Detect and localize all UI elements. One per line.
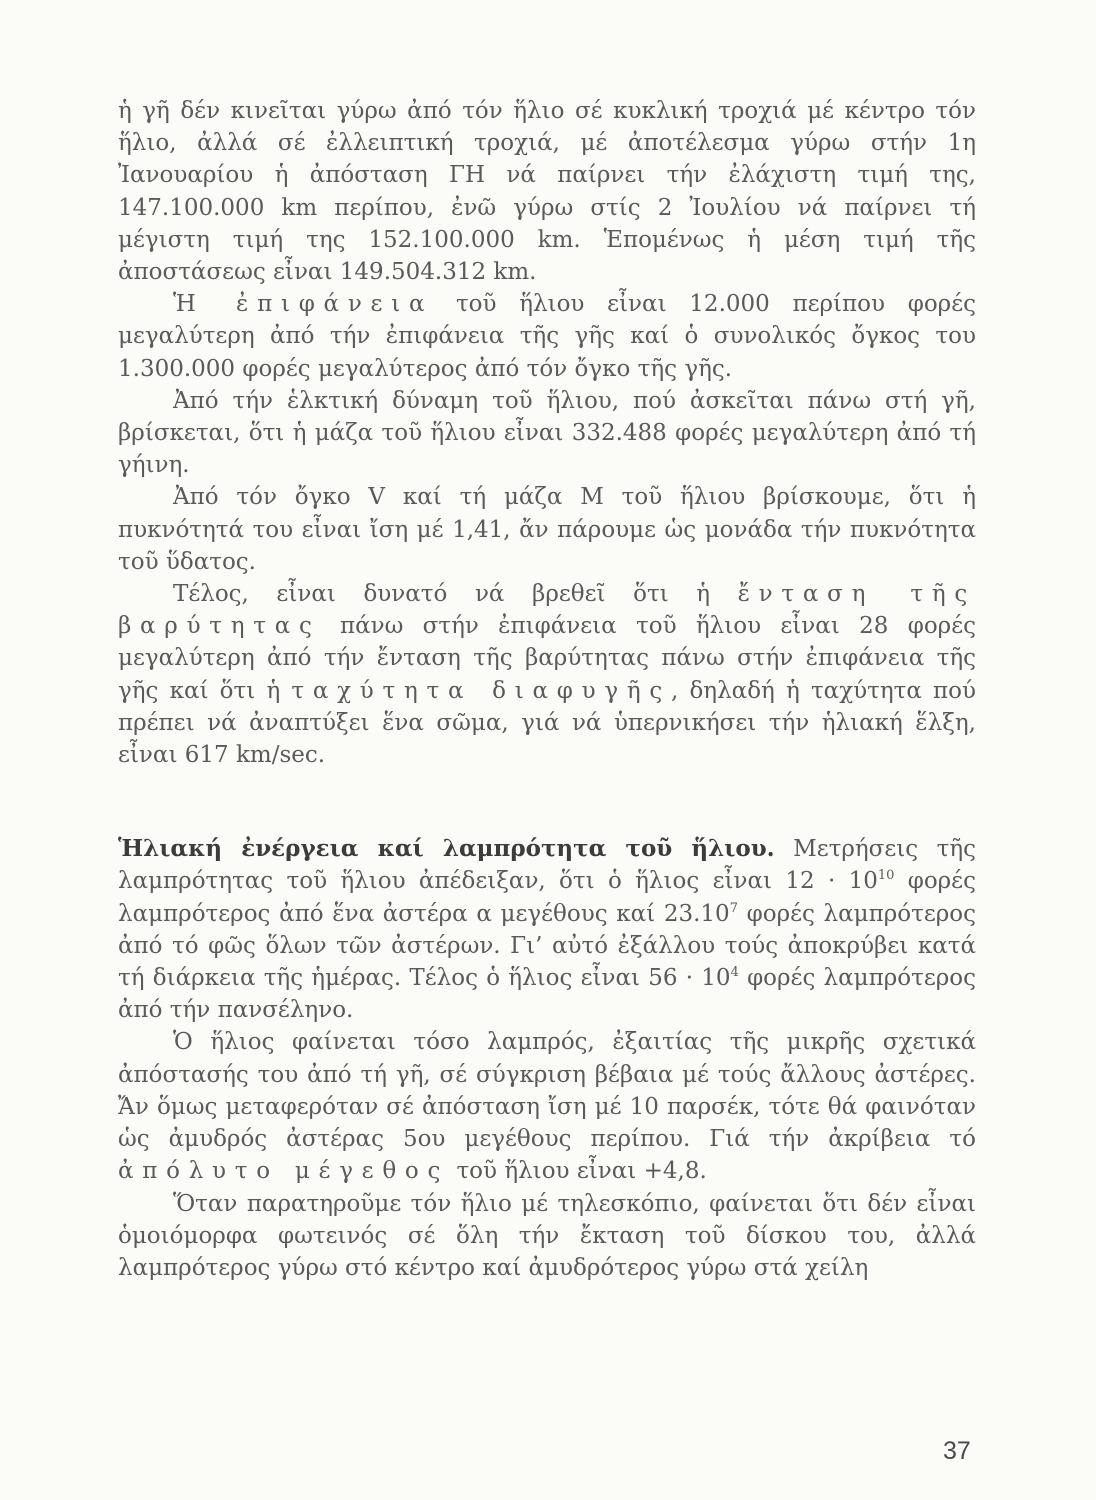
- magnitude-text-b: τοῦ ἥλιου εἶναι +4,8.: [449, 1158, 707, 1185]
- exponent-1: 10: [877, 868, 895, 884]
- term-absolute-magnitude: ἀπόλυτο μέγεθος: [118, 1158, 450, 1185]
- paragraph-surface: [118, 288, 976, 385]
- term-escape-velocity: ταχύτητα διαφυγῆς: [291, 677, 671, 704]
- term-surface: Ἡ ἐπιφάνεια: [173, 291, 434, 318]
- paragraph-telescope: Ὅταν παρατηροῦμε τόν ἥλιο μέ τηλεσκόπιο, φαίνεται ὅτι δέν εἶναι ὁμοιόμορφα φωτεινός σέ ὅλη τήν ἔκταση τοῦ δίσκου του, ἀλλά λαμπρότερος γύρω στό κέντρο καί ἀμυδρότερος γύρω στά χείλη: [118, 1190, 976, 1281]
- paragraph-luminosity: [118, 833, 976, 1026]
- page-body: [118, 95, 976, 1284]
- gravity-text-c: , δηλαδή ἡ ταχύτητα πού πρέπει νά ἀναπτύξει ἕνα σῶμα, γιά νά ὑπερνικήσει τήν ἡλιακή ἕλξη, εἶναι 617 km/sec.: [118, 677, 976, 769]
- paragraph-distance: ἡ γῆ δέν κινεῖται γύρω ἀπό τόν ἥλιο σέ κυκλική τροχιά μέ κέντρο τόν ἥλιο, ἀλλά σέ ἐλλειπτική τροχιά, μέ ἀποτέλεσμα γύρω στήν 1η Ἰανουαρίου ἡ ἀπόσταση ΓΗ νά παίρνει τήν ἐλάχιστη τιμή της, 147.100.000 km περίπου, ἐνῶ γύρω στίς 2 Ἰουλίου νά παίρνει τή μέγιστη τιμή της 152.100.000 km. Ἑπομένως ἡ μέση τιμή τῆς ἀποστάσεως εἶναι 149.504.312 km.: [118, 98, 976, 286]
- paragraph-magnitude: [118, 1026, 976, 1187]
- gravity-text-a: Τέλος, εἶναι δυνατό νά βρεθεῖ ὅτι ἡ: [173, 581, 738, 608]
- luminosity-text-b: φορές λαμπρότερος ἀπό ἕνα ἀστέρα α μεγέθους καί 23.10: [118, 868, 976, 927]
- luminosity-text-c: φορές λαμπρότερος ἀπό τό φῶς ὅλων τῶν ἀστέρων. Γι’ αὐτό ἐξάλλου τούς ἀποκρύβει κατά τή διάρκεια τῆς ἡμέρας. Τέλος ὁ ἥλιος εἶναι 56 · 10: [118, 900, 976, 992]
- paragraph-surface-text: τοῦ ἥλιου εἶναι 12.000 περίπου φορές μεγαλύτερη ἀπό τήν ἐπιφάνεια τῆς γῆς καί ὁ συνολικός ὄγκος του 1.300.000 φορές μεγαλύτερος ἀπό τόν ὄγκο τῆς γῆς.: [118, 291, 976, 382]
- paragraph-mass: Ἀπό τήν ἑλκτική δύναμη τοῦ ἥλιου, πού ἀσκεῖται πάνω στή γῆ, βρίσκεται, ὅτι ἡ μάζα τοῦ ἥλιου εἶναι 332.488 φορές μεγαλύτερη ἀπό τή γήινη.: [118, 387, 976, 479]
- exponent-2: 7: [729, 900, 738, 916]
- term-gravity: ἔνταση τῆς βαρύτητας: [118, 581, 977, 640]
- paragraph-gravity: [118, 578, 976, 771]
- section-gap: [118, 771, 976, 833]
- section-heading: Ἡλιακή ἐνέργεια καί λαμπρότητα τοῦ ἥλιου.: [118, 835, 775, 863]
- magnitude-text-a: Ὁ ἥλιος φαίνεται τόσο λαμπρός, ἐξαιτίας τῆς μικρῆς σχετικά ἀπόστασής του ἀπό τή γῆ, σέ σύγκριση βέβαια μέ τούς ἄλλους ἀστέρες. Ἄν ὅμως μεταφερόταν σέ ἀπόσταση ἴση μέ 10 παρσέκ, τότε θά φαινόταν ὡς ἀμυδρός ἀστέρας 5ου μεγέθους περίπου. Γιά τήν ἀκρίβεια τό: [118, 1029, 976, 1153]
- luminosity-text-d: φορές λαμπρότερος ἀπό τήν πανσέληνο.: [118, 965, 976, 1024]
- exponent-3: 4: [730, 965, 739, 981]
- gravity-text-b: πάνω στήν ἐπιφάνεια τοῦ ἥλιου εἶναι 28 φορές μεγαλύτερη ἀπό τήν ἔνταση τῆς βαρύτητας πάνω στήν ἐπιφάνεια τῆς γῆς καί ὅτι ἡ: [118, 613, 976, 704]
- page-number: 37: [943, 1437, 971, 1465]
- paragraph-density: Ἀπό τόν ὄγκο V καί τή μάζα Μ τοῦ ἥλιου βρίσκουμε, ὅτι ἡ πυκνότητά του εἶναι ἴση μέ 1,41, ἄν πάρουμε ὡς μονάδα τήν πυκνότητα τοῦ ὕδατος.: [118, 484, 976, 575]
- luminosity-text-a: Μετρήσεις τῆς λαμπρότητας τοῦ ἥλιου ἀπέδειξαν, ὅτι ὁ ἥλιος εἶναι 12 · 10: [118, 836, 977, 895]
